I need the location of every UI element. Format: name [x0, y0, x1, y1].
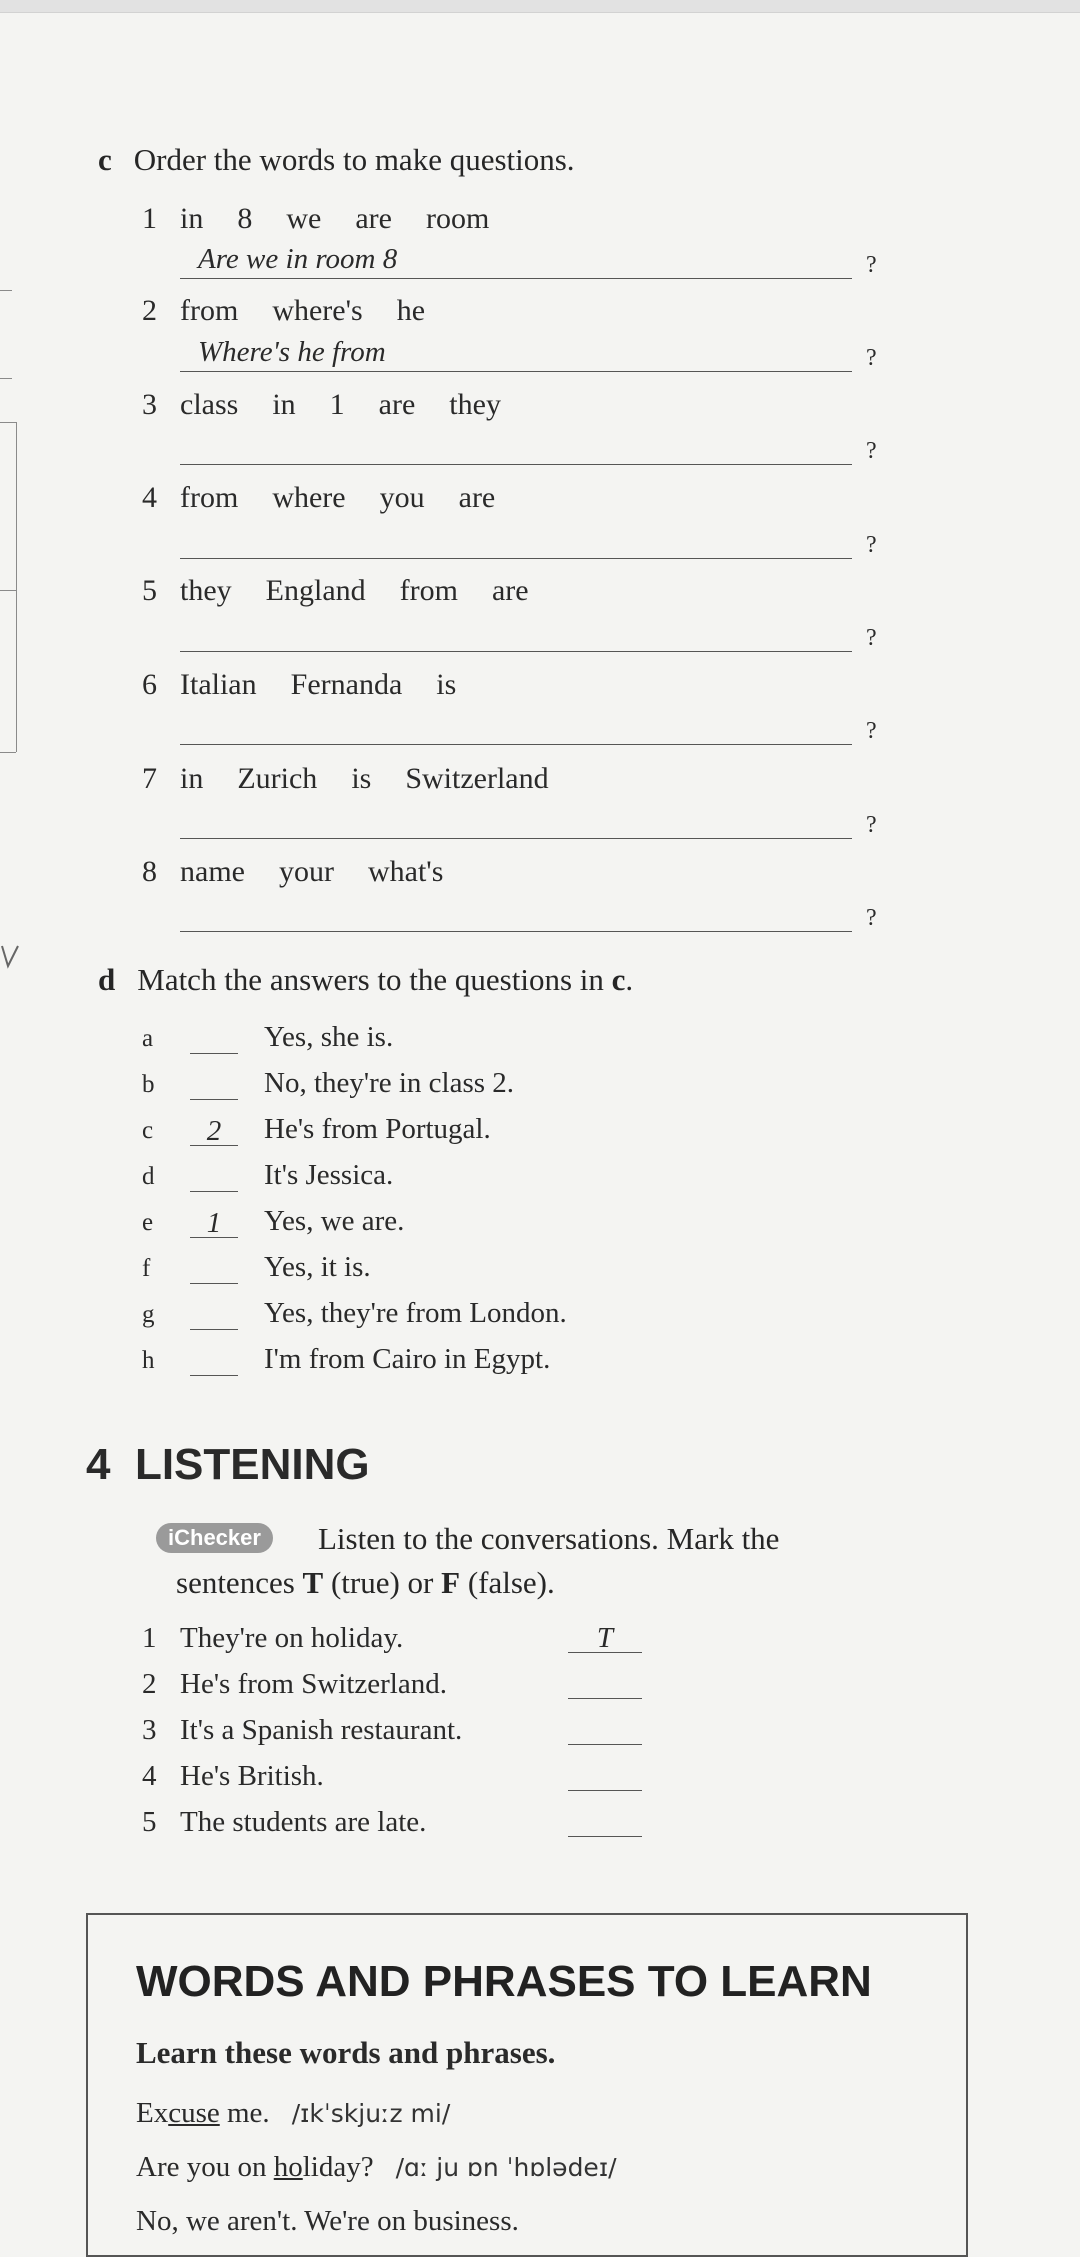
phonetic-text: /ɪkˈskjuːz mi/: [291, 2099, 451, 2128]
text-fragment: Zurich: [237, 762, 318, 795]
text-fragment: sentences: [176, 1565, 303, 1600]
top-edge: [0, 0, 1080, 13]
check-mark-icon: [0, 944, 20, 974]
section-number: 4: [86, 1440, 111, 1489]
question-item: [142, 762, 583, 796]
answer-field[interactable]: [180, 336, 852, 372]
answer-field[interactable]: [180, 712, 852, 745]
question-mark: ?: [866, 718, 877, 744]
text-fragment: England: [265, 574, 366, 607]
text-fragment: Yes, it is.: [264, 1251, 371, 1283]
question-mark: ?: [866, 438, 877, 464]
text-fragment: in: [272, 388, 296, 421]
text-fragment: The students are late.: [180, 1806, 427, 1838]
true-false-field[interactable]: [568, 1760, 642, 1791]
text-fragment: No, they're in class 2.: [264, 1067, 515, 1099]
match-answer-field[interactable]: [190, 1345, 238, 1376]
listening-instruction-line2: [176, 1565, 555, 1601]
question-mark: ?: [866, 812, 877, 838]
text-fragment: 1: [142, 1622, 157, 1654]
text-fragment: Yes, they're from London.: [264, 1297, 567, 1329]
answer-field[interactable]: [180, 243, 852, 279]
listening-item: [142, 1714, 462, 1747]
text-fragment: 6: [142, 668, 157, 701]
text-fragment: Yes, she is.: [264, 1021, 394, 1053]
margin-mark: [0, 290, 12, 291]
text-fragment: They're on holiday.: [180, 1622, 404, 1654]
text-fragment: where's: [272, 294, 363, 327]
listening-item: [142, 1806, 426, 1839]
text-fragment: what's: [367, 855, 444, 888]
question-item: [142, 202, 523, 236]
box-subtitle: Learn these words and phrases.: [136, 2035, 556, 2070]
answer-field[interactable]: [180, 899, 852, 932]
question-item: [142, 574, 563, 608]
text-fragment: c: [611, 962, 626, 997]
text-fragment: are: [355, 202, 392, 235]
listening-item: [142, 1668, 447, 1701]
text-fragment: they: [180, 574, 232, 607]
listening-item: [142, 1760, 324, 1793]
text-fragment: (true) or: [323, 1565, 442, 1600]
text-fragment: Ex: [136, 2097, 169, 2129]
text-fragment: in: [180, 762, 204, 795]
question-item: [142, 388, 535, 422]
text-fragment: Fernanda: [290, 668, 403, 701]
text-fragment: 4: [142, 1760, 157, 1792]
match-item: [142, 1067, 514, 1100]
text-fragment: liday?: [302, 2151, 374, 2183]
text-fragment: He's British.: [180, 1760, 324, 1792]
answer-field[interactable]: [180, 806, 852, 839]
listening-heading: [86, 1440, 370, 1490]
text-fragment: 2: [142, 1668, 157, 1700]
question-item: [142, 481, 529, 515]
text-fragment: is: [351, 762, 372, 795]
margin-mark: [16, 422, 17, 752]
margin-mark: [0, 378, 12, 379]
text-fragment: I'm from Cairo in Egypt.: [264, 1343, 551, 1375]
answer-field[interactable]: [180, 432, 852, 465]
text-fragment: 2: [142, 294, 157, 327]
section-c-instruction: Order the words to make questions.: [133, 142, 575, 177]
words-phrases-box: [86, 1913, 968, 2257]
answer-text: Where's he from: [198, 336, 386, 368]
true-false-field[interactable]: [568, 1668, 642, 1699]
question-mark: ?: [866, 905, 877, 931]
text-fragment: .: [625, 962, 634, 997]
text-fragment: they: [449, 388, 501, 421]
text-fragment: It's Jessica.: [264, 1159, 394, 1191]
match-answer-field[interactable]: [190, 1161, 238, 1192]
text-fragment: he: [396, 294, 426, 327]
text-fragment: T: [302, 1565, 324, 1600]
text-fragment: are: [491, 574, 529, 607]
margin-mark: [0, 422, 16, 423]
section-d-heading: [98, 962, 633, 998]
phrase-item: [136, 2151, 617, 2184]
text-fragment: we: [286, 202, 322, 235]
section-title: LISTENING: [134, 1440, 370, 1489]
match-answer-field[interactable]: [190, 1253, 238, 1284]
text-fragment: class: [180, 388, 239, 421]
match-item: [142, 1343, 550, 1376]
text-fragment: b: [142, 1071, 155, 1098]
text-fragment: from: [180, 481, 239, 514]
text-fragment: 5: [142, 574, 157, 607]
text-fragment: are: [378, 388, 416, 421]
text-fragment: e: [142, 1209, 154, 1236]
ichecker-badge[interactable]: iChecker: [156, 1523, 273, 1553]
text-fragment: is: [436, 668, 457, 701]
text-fragment: Are you on: [136, 2151, 274, 2183]
answer-field[interactable]: [180, 619, 852, 652]
text-fragment: 5: [142, 1806, 157, 1838]
text-fragment: 3: [142, 388, 157, 421]
box-title: WORDS AND PHRASES TO LEARN: [136, 1957, 872, 2006]
match-answer-field[interactable]: 2: [190, 1115, 238, 1146]
true-false-field[interactable]: [568, 1806, 642, 1837]
match-answer-field[interactable]: 1: [190, 1207, 238, 1238]
phrase-item: No, we aren't. We're on business.: [136, 2205, 519, 2237]
true-false-field[interactable]: [568, 1714, 642, 1745]
text-fragment: you: [379, 481, 425, 514]
text-fragment: He's from Switzerland.: [180, 1668, 447, 1700]
text-fragment: h: [142, 1347, 155, 1374]
match-item: [142, 1021, 393, 1054]
text-fragment: 3: [142, 1714, 157, 1746]
text-fragment: c: [142, 1117, 154, 1144]
listening-instruction-line1: Listen to the conversations. Mark the: [318, 1521, 780, 1556]
answer-field[interactable]: [180, 526, 852, 559]
question-item: [142, 294, 459, 328]
text-fragment: f: [142, 1255, 151, 1282]
section-c-heading: [98, 142, 575, 178]
text-fragment: room: [425, 202, 490, 235]
question-mark: ?: [866, 345, 877, 371]
text-fragment: me.: [219, 2097, 270, 2129]
text-fragment: 4: [142, 481, 157, 514]
section-d-letter: d: [98, 962, 116, 997]
question-mark: ?: [866, 625, 877, 651]
match-item: [142, 1205, 404, 1238]
match-item: [142, 1159, 393, 1192]
text-fragment: Italian: [180, 668, 257, 701]
listening-item: [142, 1622, 403, 1655]
text-fragment: cuse: [168, 2097, 220, 2129]
text-fragment: (false).: [460, 1565, 555, 1600]
text-fragment: d: [142, 1163, 155, 1190]
text-fragment: name: [180, 855, 245, 888]
text-fragment: 1: [329, 388, 345, 421]
margin-mark: [0, 752, 16, 753]
text-fragment: are: [458, 481, 496, 514]
text-fragment: Switzerland: [405, 762, 549, 795]
text-fragment: from: [399, 574, 458, 607]
text-fragment: from: [180, 294, 239, 327]
question-mark: ?: [866, 532, 877, 558]
text-fragment: where: [272, 481, 346, 514]
true-false-field[interactable]: T: [568, 1622, 642, 1653]
text-fragment: a: [142, 1025, 154, 1052]
match-answer-field[interactable]: [190, 1069, 238, 1100]
answer-text: Are we in room 8: [198, 243, 398, 275]
text-fragment: Match the answers to the questions in: [137, 962, 612, 997]
match-item: [142, 1251, 371, 1284]
match-item: [142, 1113, 491, 1146]
text-fragment: in: [180, 202, 204, 235]
text-fragment: g: [142, 1301, 155, 1328]
text-fragment: Yes, we are.: [264, 1205, 405, 1237]
text-fragment: your: [278, 855, 334, 888]
text-fragment: 8: [142, 855, 157, 888]
text-fragment: He's from Portugal.: [264, 1113, 491, 1145]
text-fragment: 7: [142, 762, 157, 795]
margin-mark: [0, 590, 16, 591]
question-item: [142, 855, 477, 889]
text-fragment: It's a Spanish restaurant.: [180, 1714, 463, 1746]
text-fragment: 8: [237, 202, 253, 235]
section-c-letter: c: [98, 142, 112, 177]
question-item: [142, 668, 490, 702]
match-answer-field[interactable]: [190, 1299, 238, 1330]
phrase-item: [136, 2097, 450, 2130]
text-fragment: ho: [273, 2151, 303, 2183]
question-mark: ?: [866, 252, 877, 278]
match-item: [142, 1297, 567, 1330]
phonetic-text: /ɑː ju ɒn ˈhɒlədeɪ/: [395, 2153, 617, 2182]
text-fragment: F: [441, 1565, 461, 1600]
text-fragment: 1: [142, 202, 157, 235]
match-answer-field[interactable]: [190, 1023, 238, 1054]
